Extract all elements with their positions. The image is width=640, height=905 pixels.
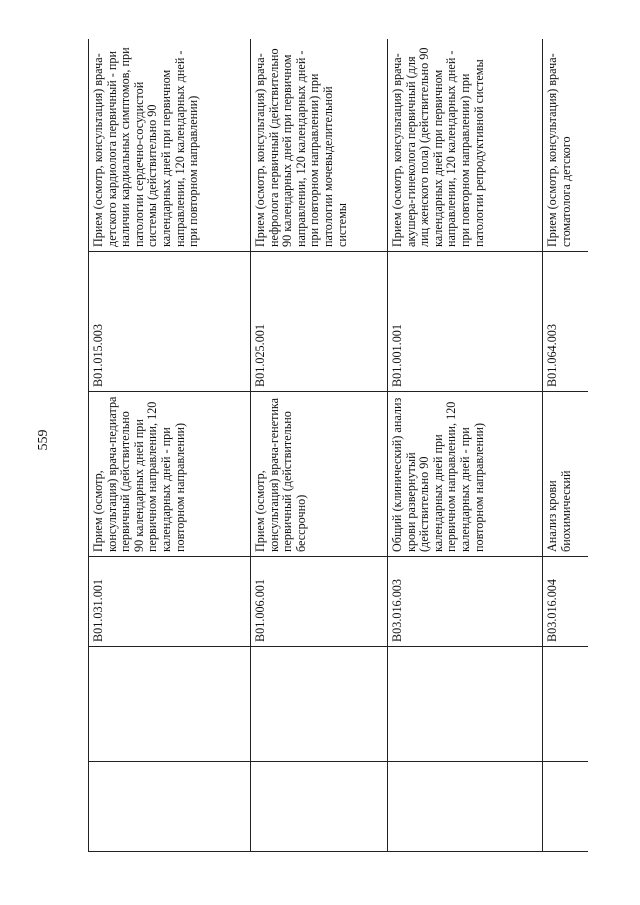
service-description-cell: Прием (осмотр, консультация) врача-нефролога первичный (действительно 90 календарных дней при первичном направлении, 120 календарных дней - при повторном направлении) при патологии мочевыделительной системы [251, 39, 388, 252]
empty-cell-b [251, 647, 388, 762]
service-description-cell: Прием (осмотр, консультация) врача-акушера-гинеколога первичный (для лиц женского пола) (действительно 90 календарных дней при первичном направлении, 120 календарных дней - при повторном направлении) при патологии репродуктивной системы [388, 39, 543, 252]
page-number: 559 [36, 429, 51, 451]
empty-cell-b [543, 647, 589, 762]
table-frame [88, 39, 588, 852]
service-description-cell: Прием (осмотр, консультация) врача-педиатра первичный (действительно 90 календарных дней при первичном направлении, 120 календарных дней - при повторном направлении) [89, 392, 251, 557]
service-code-cell: B01.031.001 [89, 557, 251, 647]
table-row [543, 39, 589, 852]
service-description-cell: Прием (осмотр, консультация) врача-стоматолога детского [543, 39, 589, 252]
empty-cell-b [388, 647, 543, 762]
service-code-cell: B03.016.003 [388, 557, 543, 647]
services-table [88, 39, 588, 852]
service-code-cell: B03.016.004 [543, 557, 589, 647]
service-code-cell: B01.001.001 [388, 252, 543, 392]
table-row [388, 39, 543, 852]
table-row [251, 39, 388, 852]
empty-cell-b [89, 647, 251, 762]
empty-cell-a [89, 762, 251, 852]
service-description-cell: Прием (осмотр, консультация) врача-генетика первичный (действительно бессрочно) [251, 392, 388, 557]
service-description-cell: Анализ крови биохимический [543, 392, 589, 557]
service-code-cell: B01.064.003 [543, 252, 589, 392]
service-description-cell: Прием (осмотр, консультация) врача-детского кардиолога первичный - при наличии кардиальных симптомов, при патологии сердечно-сосудистой системы (действительно 90 календарных дней при первичном направлении, 120 календарных дней - при повторном направлении) [89, 39, 251, 252]
empty-cell-a [388, 762, 543, 852]
rotated-table-container [88, 39, 588, 852]
service-code-cell: B01.015.003 [89, 252, 251, 392]
empty-cell-a [543, 762, 589, 852]
service-code-cell: B01.025.001 [251, 252, 388, 392]
service-code-cell: B01.006.001 [251, 557, 388, 647]
table-row [89, 39, 251, 852]
service-description-cell: Общий (клинический) анализ крови развернутый (действительно 90 календарных дней при первичном направлении, 120 календарных дней - при повторном направлении) [388, 392, 543, 557]
empty-cell-a [251, 762, 388, 852]
